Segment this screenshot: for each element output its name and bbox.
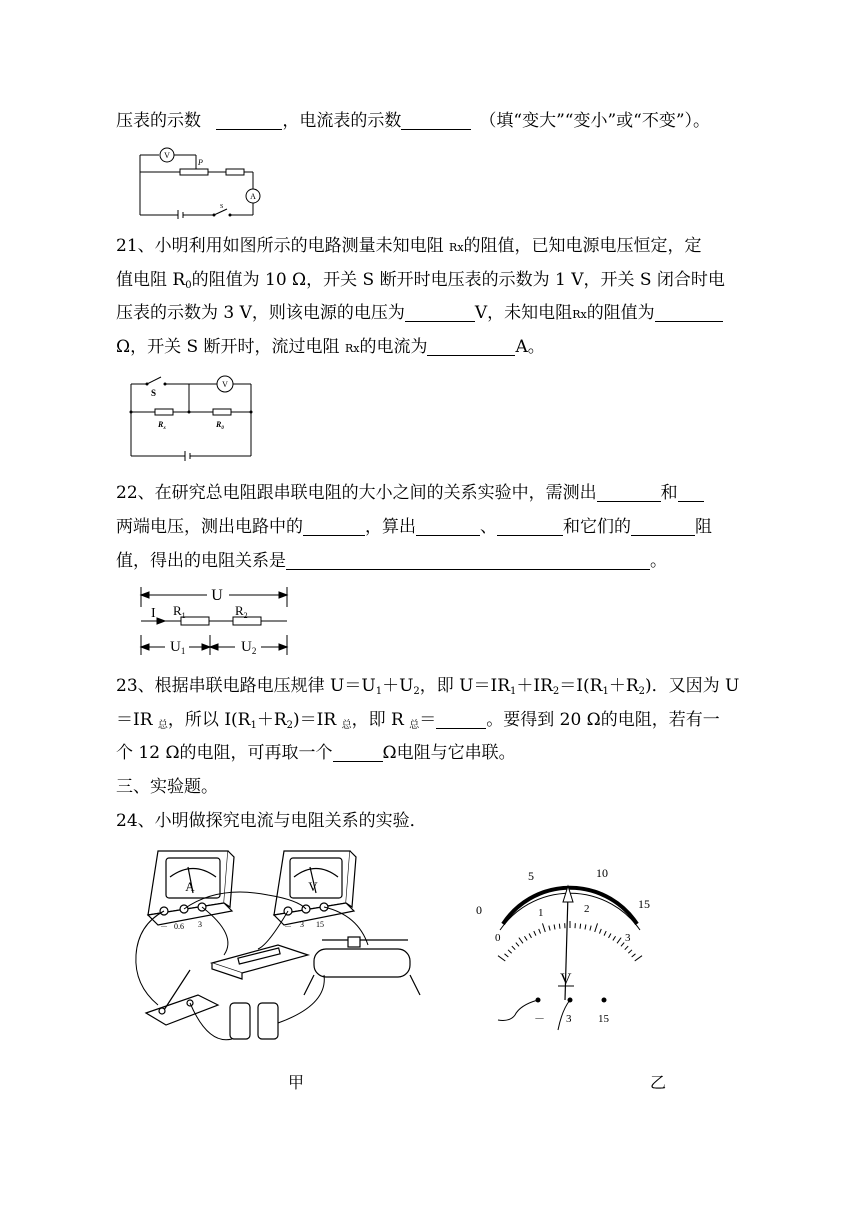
q22-u2-label: $U_2$ <box>241 639 257 656</box>
dial-tick <box>599 929 601 934</box>
q21-resistance-blank[interactable] <box>655 303 723 322</box>
q20-voltmeter-blank[interactable] <box>216 111 282 130</box>
section-heading: 三、实验题。 <box>116 777 218 797</box>
dial-tick <box>585 925 586 930</box>
dial-tick <box>628 950 632 953</box>
caption-jia: 甲 <box>288 1073 305 1092</box>
q20-slider-label: P <box>198 158 203 167</box>
q23-line2: ＝IR $_总$，所以 $I(R_1+R_2)=IR$ $_总$，即 R $_总$＝ 。要得到 20 Ω的电阻，若有一 <box>116 710 720 731</box>
dial-tick <box>621 943 624 947</box>
q22-blank-5[interactable] <box>497 517 563 536</box>
dial-tick <box>519 938 523 944</box>
q24-apparatus-figure <box>128 845 448 1055</box>
inner-scale-3: 3 <box>625 932 631 944</box>
dial-tick <box>595 923 598 932</box>
outer-scale-10: 10 <box>596 866 608 880</box>
dial-tick <box>549 926 550 931</box>
q22-blank-3[interactable] <box>303 517 365 536</box>
q24-question: 24、小明做探究电流与电阻关系的实验． <box>116 811 427 831</box>
dial-tick <box>580 924 581 929</box>
inner-scale-2: 2 <box>584 903 590 915</box>
dial-tick <box>609 934 611 938</box>
q23-line1: 23、根据串联电路电压规律 $U=U_1+U_2$，即 $U=IR_1+IR_2=I(R_1+R_2)$．又因为 U <box>116 676 740 697</box>
voltmeter-terminal-15: 15 <box>316 920 324 929</box>
q22-r2-label: $R_2$ <box>235 603 248 620</box>
dial-tick <box>632 954 636 957</box>
q21-circuit-diagram <box>127 372 257 464</box>
q24-voltmeter-dial-figure <box>470 860 670 1050</box>
outer-scale-5: 5 <box>528 869 534 883</box>
q22-i-label: I <box>151 606 156 621</box>
dial-tick <box>617 938 621 944</box>
q22-line2: 两端电压，测出电路中的 ，算出 、 和它们的 阻 <box>116 517 712 537</box>
q23-line3: 个 12 Ω的电阻，可再取一个 Ω电阻与它串联。 <box>116 743 516 763</box>
q21-switch-label: S <box>151 388 157 398</box>
dial-tick <box>635 956 642 961</box>
outer-scale-15: 15 <box>638 897 650 911</box>
q21-line1: 21、小明利用如图所示的电路测量未知电阻 Rx的阻值，已知电源电压恒定，定 <box>116 236 702 256</box>
q21-line2: 值电阻 $R_0$的阻值为 10 Ω，开关 S 断开时电压表的示数为 1 V，开关 S 闭合时电 <box>116 270 725 291</box>
dial-tick <box>613 936 616 940</box>
voltmeter-terminal-neg: － <box>284 922 292 931</box>
ammeter-terminal-3: 3 <box>198 920 202 929</box>
q20-circuit-diagram <box>134 143 269 219</box>
q22-u-label: U <box>211 587 223 604</box>
q22-blank-1[interactable] <box>597 483 661 502</box>
q23-total-resistance-blank[interactable] <box>436 710 486 729</box>
dial-terminal-15: 15 <box>598 1013 609 1025</box>
dial-tick <box>524 936 527 940</box>
dial-terminal-neg: － <box>534 1013 545 1025</box>
ammeter-label: A <box>185 879 195 894</box>
dial-tick <box>539 929 541 934</box>
dial-tick <box>516 943 519 947</box>
q22-r1-label: $R_1$ <box>173 603 186 620</box>
q22-blank-6[interactable] <box>631 517 695 536</box>
dial-tick <box>534 931 536 936</box>
q22-line3: 值，得出的电阻关系是 。 <box>116 551 667 571</box>
inner-scale-1: 1 <box>538 907 544 919</box>
q23-resistor-blank[interactable] <box>333 743 383 762</box>
q22-series-diagram <box>137 583 297 663</box>
dial-tick <box>505 954 509 957</box>
inner-scale-0: 0 <box>495 932 501 944</box>
q21-r0-label: $R_0$ <box>216 420 224 431</box>
q20-line1: 压表的示数 ，电流表的示数 （填“变大”“变小”或“不变”）。 <box>116 111 711 131</box>
q21-rx-label: $R_x$ <box>158 420 166 431</box>
dial-terminal-3: 3 <box>566 1013 572 1025</box>
q20-ammeter-blank[interactable] <box>401 111 471 130</box>
voltmeter-label: V <box>308 879 318 894</box>
q20-switch-label: S <box>220 204 224 210</box>
q20-ammeter-label: A <box>250 192 256 201</box>
dial-tick <box>554 925 555 930</box>
q22-blank-2[interactable] <box>678 483 704 502</box>
ammeter-terminal-neg: － <box>160 922 168 931</box>
q22-line1: 22、在研究总电阻跟串联电阻的大小之间的关系实验中，需测出 和 <box>116 482 704 504</box>
dial-tick <box>542 923 545 932</box>
dial-tick <box>529 934 531 938</box>
voltmeter-terminal-3: 3 <box>300 920 304 929</box>
q21-voltmeter-label: V <box>222 380 228 389</box>
dial-tick <box>590 926 591 931</box>
q21-current-blank[interactable] <box>427 337 515 356</box>
dial-tick <box>512 946 515 950</box>
q22-relationship-blank[interactable] <box>286 551 650 570</box>
dial-ticks <box>498 921 642 961</box>
dial-v-label: V <box>560 971 572 988</box>
outer-scale-0: 0 <box>476 903 482 917</box>
dial-tick <box>559 924 560 929</box>
dial-tick <box>508 950 512 953</box>
q22-u1-label: $U_1$ <box>170 639 186 656</box>
dial-tick <box>498 956 505 961</box>
q20-voltmeter-label: V <box>164 151 170 160</box>
q21-line4: Ω，开关 S 断开时，流过电阻 Rx的电流为 A。 <box>116 337 545 357</box>
caption-yi: 乙 <box>650 1073 667 1092</box>
q22-blank-4[interactable] <box>416 517 480 536</box>
q21-line3: 压表的示数为 3 V，则该电源的电压为 V，未知电阻Rx的阻值为 <box>116 302 723 326</box>
dial-tick <box>604 931 606 936</box>
ammeter-terminal-06: 0.6 <box>174 922 184 931</box>
q21-voltage-blank[interactable] <box>405 303 475 322</box>
dial-tick <box>625 946 628 950</box>
